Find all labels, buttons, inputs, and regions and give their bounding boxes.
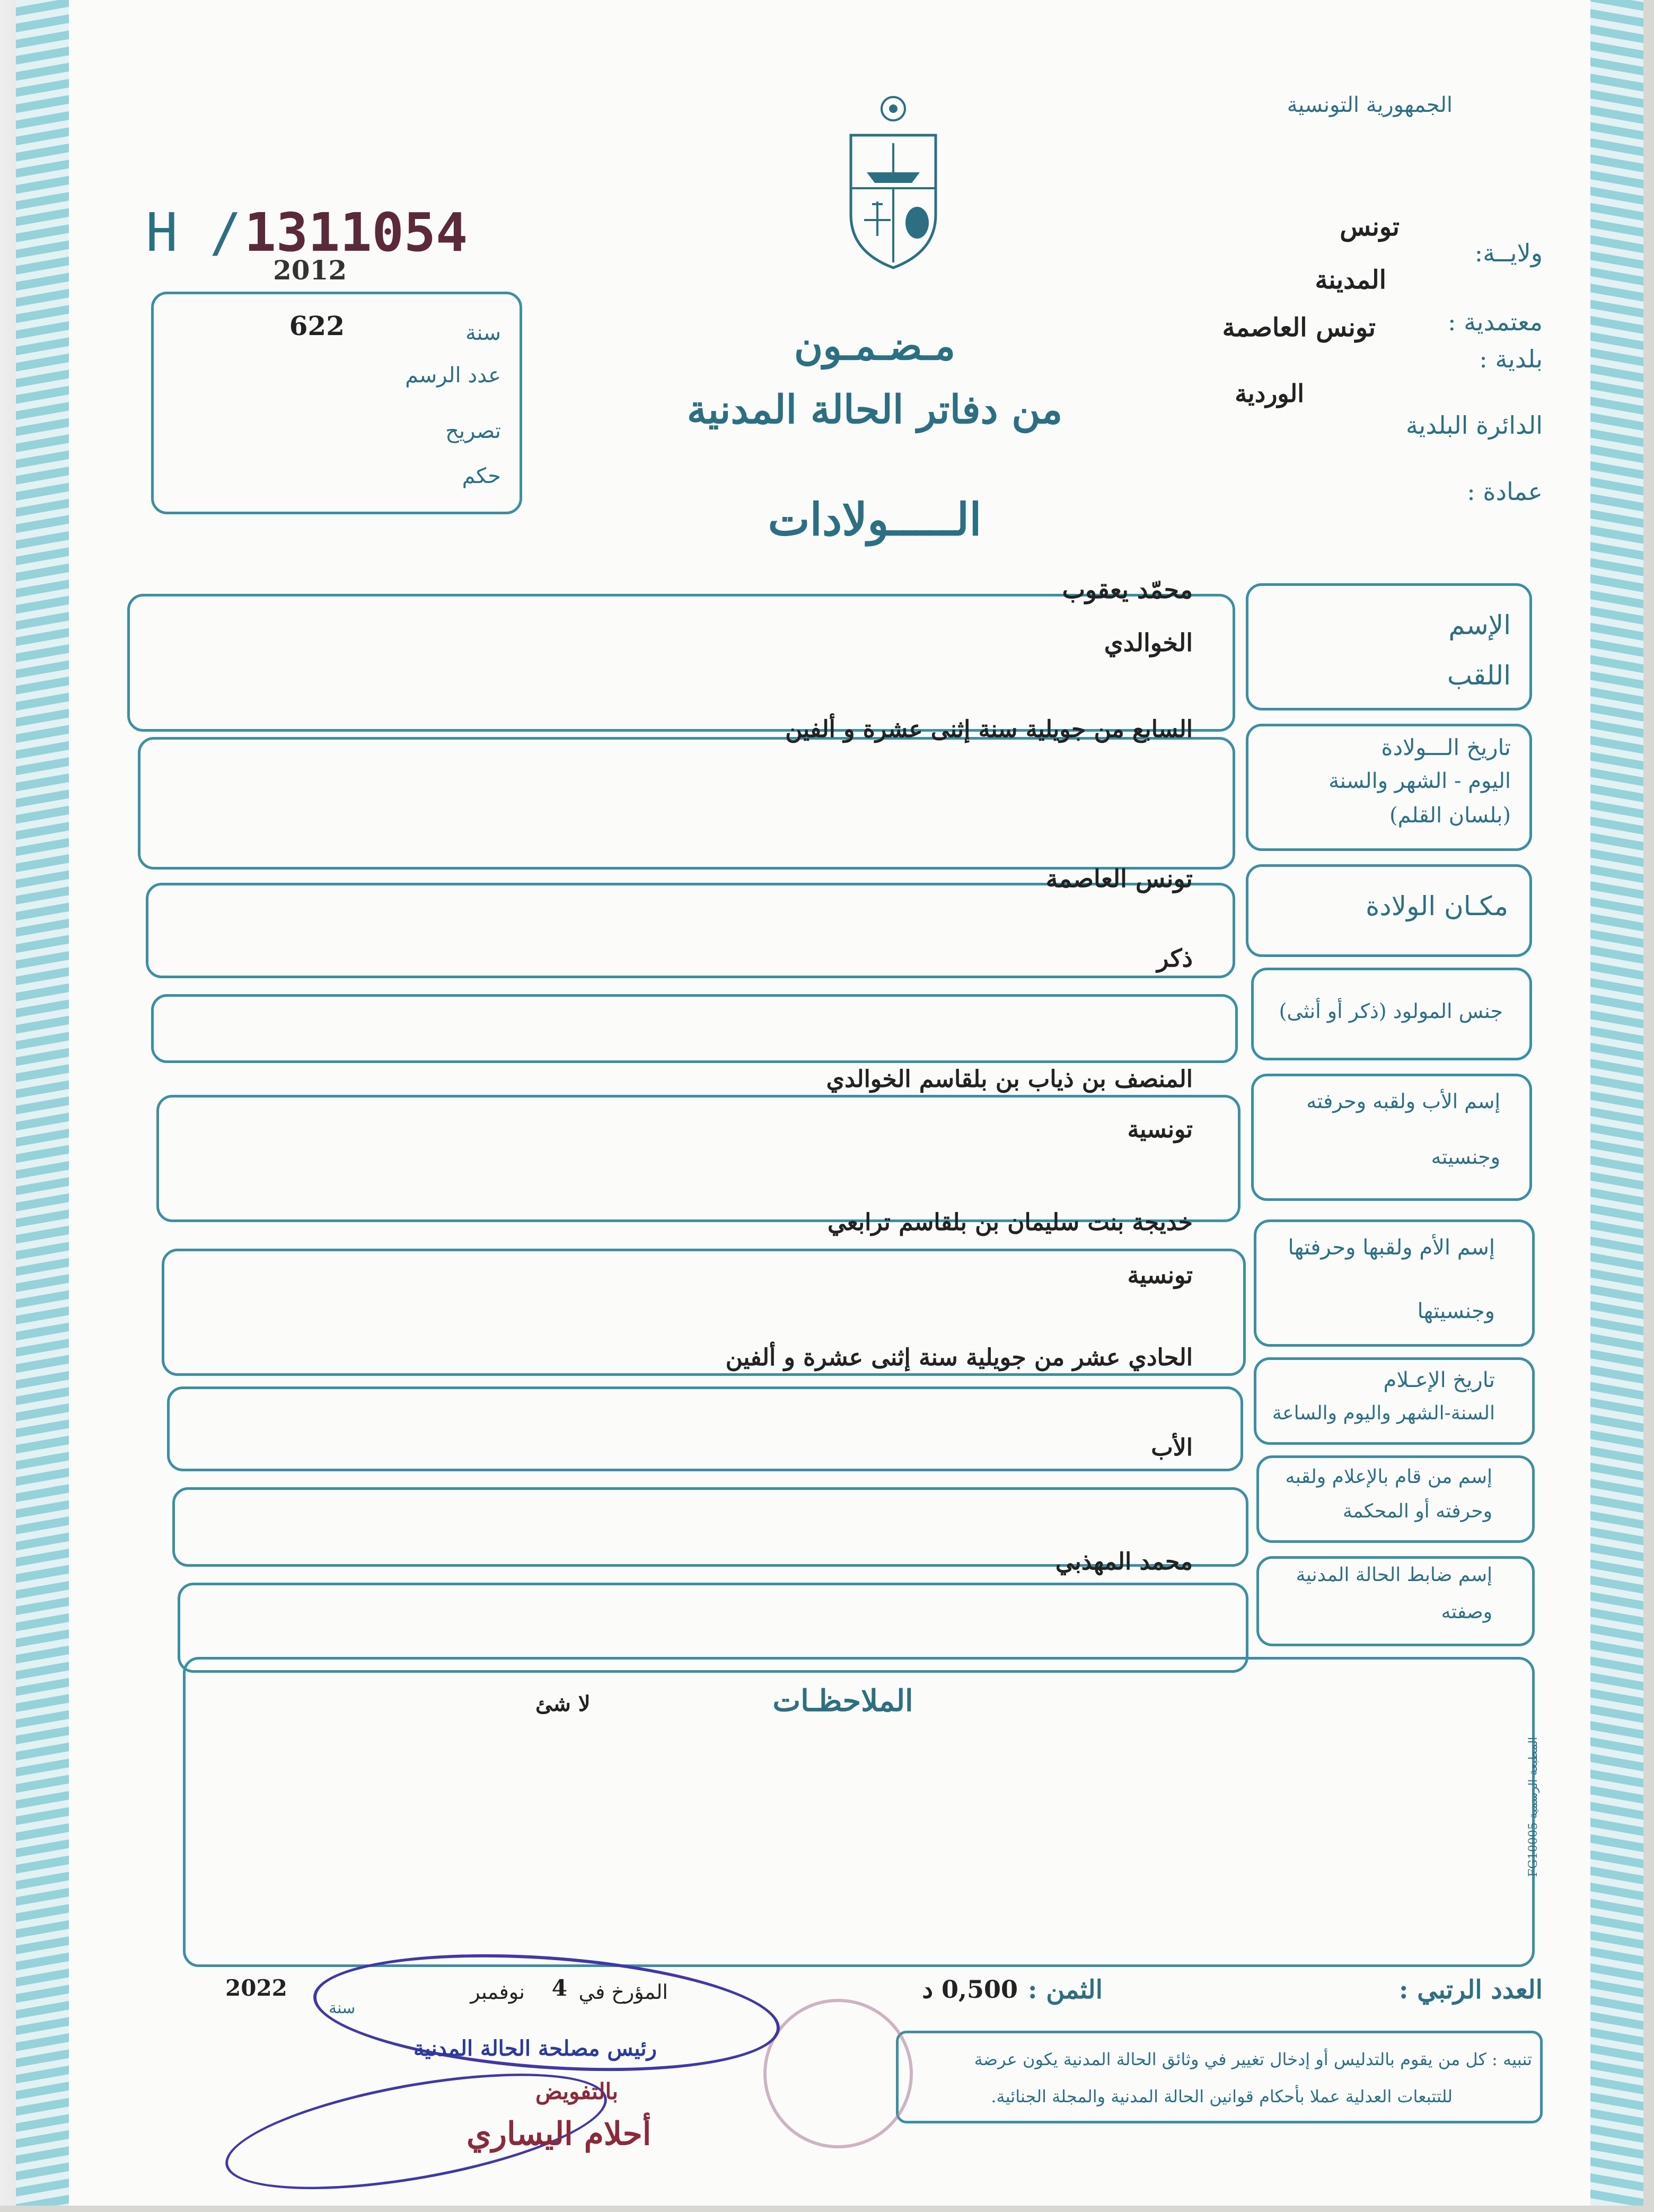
row-value-box-declaration-date [167, 1386, 1243, 1471]
price-value: 0,500 د [922, 1975, 1018, 2004]
row-birthdate-label2: اليوم - الشهر والسنة [1329, 769, 1511, 793]
register-year-value: 622 [289, 310, 345, 341]
row-sex-label: جنس المولود (ذكر أو أنثى) [1279, 999, 1503, 1023]
row-value-box-sex [151, 994, 1238, 1063]
cert-prefix: H / [146, 201, 242, 264]
form-code: المطبعة الرسمية FG10005 [1527, 1737, 1540, 1877]
daira-label: الدائرة البلدية [1405, 411, 1543, 440]
issue-year-label: سنة [329, 1999, 356, 2017]
father-nationality-value: تونسية [1127, 1116, 1193, 1143]
signatory-title: رئيس مصلحة الحالة المدنية [414, 2036, 657, 2061]
mother-nationality-value: تونسية [1127, 1262, 1193, 1289]
price-label: الثمن : [1027, 1975, 1103, 2005]
remarks-value: لا شئ [535, 1691, 591, 1716]
remarks-label: الملاحظـات [772, 1683, 913, 1718]
motamadia-value: المدينة [1315, 265, 1386, 295]
officer-value: محمد المهذبي [1055, 1548, 1193, 1575]
cert-year: 2012 [273, 254, 347, 286]
signatory-delegation: بالتفويض [535, 2078, 619, 2104]
row-name-label1: الإسم [1448, 610, 1511, 640]
official-seal [763, 1999, 913, 2148]
row-value-box-name [127, 594, 1235, 732]
father-value: المنصف بن ذياب بن بلقاسم الخوالدي [826, 1066, 1193, 1093]
row-mother-label1: إسم الأم ولقبها وحرفتها [1288, 1235, 1495, 1260]
row-declaration-label1: تاريخ الإعـلام [1383, 1368, 1495, 1392]
row-officer-label1: إسم ضابط الحالة المدنية [1296, 1564, 1492, 1586]
issue-year: 2022 [225, 1975, 287, 2001]
register-decl-label: تصريح [445, 419, 501, 443]
motamadia-label: معتمدية : [1447, 308, 1543, 336]
serial-label: العدد الرتبي : [1398, 1975, 1543, 2005]
republic-label: الجمهورية التونسية [1287, 93, 1453, 117]
declarant-value: الأب [1151, 1434, 1193, 1461]
omada-label: عمادة : [1467, 477, 1543, 506]
row-label-box-name [1246, 583, 1532, 710]
row-father-label1: إسم الأب ولقبه وحرفته [1306, 1090, 1500, 1113]
signatory-name: أحلام اليساري [467, 2116, 652, 2153]
row-value-box-birthplace [146, 883, 1235, 978]
row-value-box-father [156, 1095, 1240, 1222]
register-judgment-label: حكم [462, 464, 501, 488]
row-father-label2: وجنسيته [1431, 1145, 1500, 1169]
register-box [151, 292, 522, 514]
row-declarant-label2: وحرفته أو المحكمة [1342, 1500, 1492, 1522]
document-title: مـضـمـون [794, 323, 956, 369]
first-name-value: محمّد يعقوب [1062, 575, 1193, 604]
row-mother-label2: وجنسيتها [1417, 1299, 1495, 1323]
row-declaration-label2: السنة-الشهر واليوم والساعة [1272, 1402, 1495, 1424]
register-year-label: سنة [465, 321, 501, 345]
wilaya-label: ولايــة: [1474, 239, 1543, 267]
row-birthdate-label3: (بلسان القلم) [1389, 803, 1511, 828]
daira-value: الوردية [1235, 379, 1304, 408]
cert-number-value: 1311054 [244, 201, 468, 264]
row-birthplace-label: مكـان الولادة [1366, 891, 1508, 921]
baladia-label: بلدية : [1479, 345, 1543, 373]
issue-day: 4 [551, 1975, 567, 2001]
row-name-label2: اللقب [1447, 660, 1511, 691]
register-act-label: عدد الرسم [405, 363, 501, 388]
baladia-value: تونس العاصمة [1222, 313, 1376, 343]
section-title: الـــــولادات [768, 493, 982, 546]
birthdate-value: السابع من جويلية سنة إثنى عشرة و ألفين [785, 716, 1193, 743]
row-officer-label2: وصفته [1441, 1601, 1492, 1623]
last-name-value: الخوالدي [1104, 628, 1193, 657]
sex-value: ذكر [1157, 944, 1193, 972]
document-subtitle: من دفاتر الحالة المدنية [687, 387, 1063, 433]
birthplace-value: تونس العاصمة [1045, 864, 1193, 893]
warning-line2: للتتبعات العدلية عملا بأحكام قوانين الحالة المدنية والمجلة الجنائية. [991, 2086, 1453, 2106]
tunisia-coat-of-arms [843, 93, 944, 273]
warning-box [896, 2031, 1543, 2123]
warning-line1: تنبيه : كل من يقوم بالتدليس أو إدخال تغيير في وثائق الحالة المدنية يكون عرضة [974, 2049, 1532, 2069]
row-birthdate-label1: تاريخ الـــولادة [1381, 734, 1511, 760]
issue-month: نوفمبر [470, 1980, 525, 2004]
declaration-date-value: الحادي عشر من جويلية سنة إثنى عشرة و ألفين [725, 1344, 1193, 1371]
row-declarant-label1: إسم من قام بالإعلام ولقبه [1285, 1466, 1492, 1488]
mother-value: خديجة بنت سليمان بن بلقاسم ترابعي [828, 1209, 1193, 1236]
row-value-box-birthdate [138, 737, 1235, 870]
dated-label: المؤرخ في [578, 1980, 668, 2004]
wilaya-value: تونس [1340, 212, 1400, 242]
